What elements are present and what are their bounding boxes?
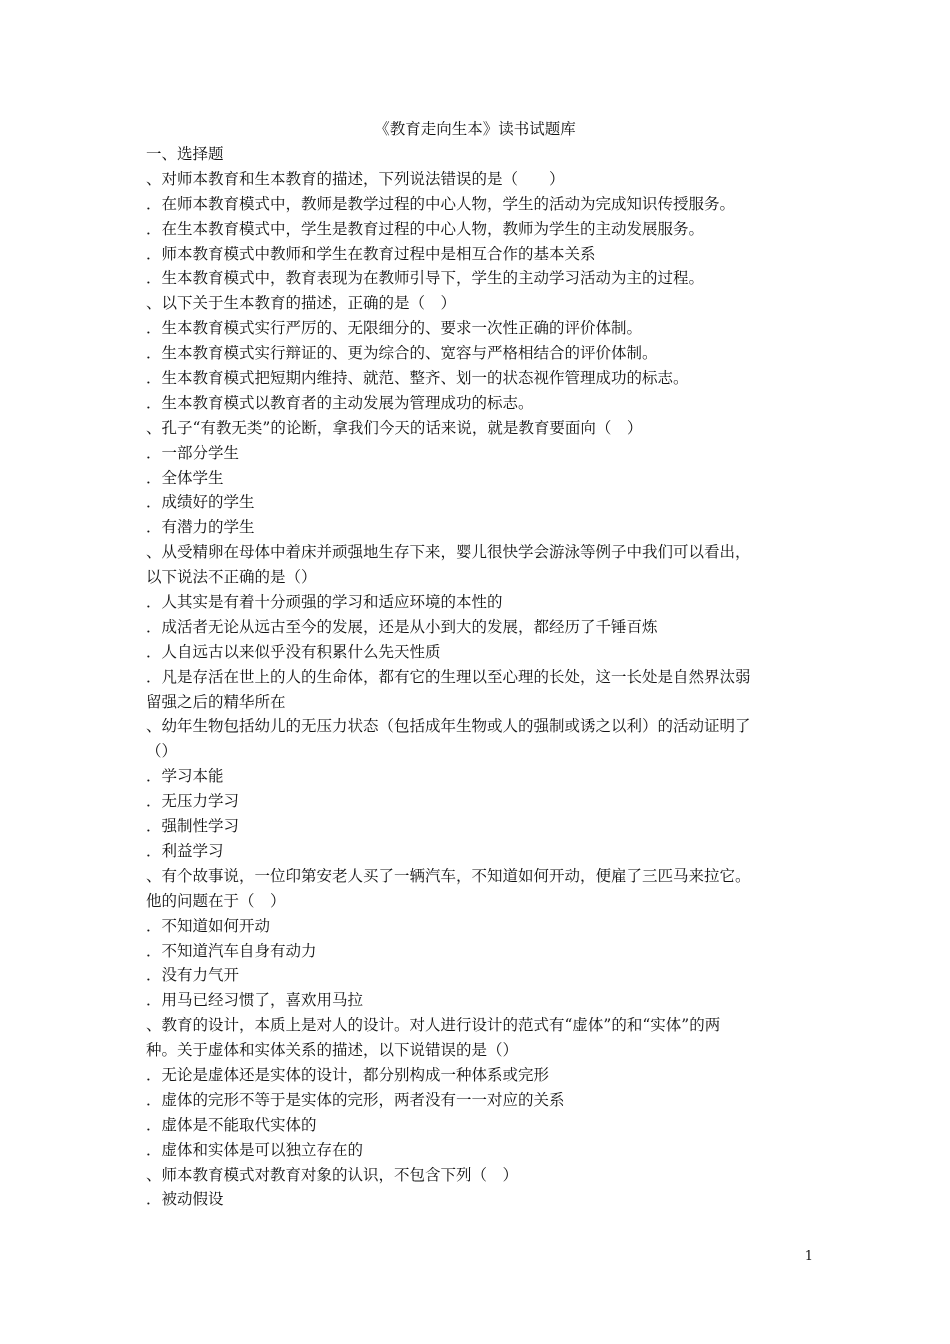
section-heading: 一、选择题 [146, 145, 224, 163]
option-line: ．生本教育模式把短期内维持、就范、整齐、划一的状态视作管理成功的标志。 [146, 369, 689, 388]
question-line: 、对师本教育和生本教育的描述，下列说法错误的是（ ） [146, 169, 565, 188]
continuation-line: 种。关于虚体和实体关系的描述，以下说错误的是（） [146, 1041, 519, 1060]
option-line: ．在生本教育模式中，学生是教育过程的中心人物，教师为学生的主动发展服务。 [146, 219, 705, 238]
option-line: ．凡是存活在世上的人的生命体，都有它的生理以至心理的长处，这一长处是自然界汰弱 [146, 667, 751, 686]
document-body [146, 142, 814, 1212]
option-line: ．生本教育模式实行严厉的、无限细分的、要求一次性正确的评价体制。 [146, 319, 643, 338]
option-line: ．人自远古以来似乎没有积累什么先天性质 [146, 642, 441, 661]
option-line: ．成绩好的学生 [146, 493, 255, 512]
option-line: ．利益学习 [146, 841, 224, 860]
option-line: ．无压力学习 [146, 792, 240, 811]
question-line: 、从受精卵在母体中着床并顽强地生存下来，婴儿很快学会游泳等例子中我们可以看出， [146, 543, 751, 562]
question-line: 、幼年生物包括幼儿的无压力状态（包括成年生物或人的强制或诱之以利）的活动证明了 [146, 717, 751, 736]
option-line: ．全体学生 [146, 468, 224, 487]
option-line: ．有潜力的学生 [146, 518, 255, 537]
option-line: ．师本教育模式中教师和学生在教育过程中是相互合作的基本关系 [146, 244, 596, 263]
question-line: 、孔子“有教无类”的论断，拿我们今天的话来说，就是教育要面向（ ） [146, 418, 643, 437]
option-line: ．强制性学习 [146, 817, 240, 836]
option-line: ．人其实是有着十分顽强的学习和适应环境的本性的 [146, 593, 503, 612]
continuation-line: 以下说法不正确的是（） [146, 568, 317, 587]
option-line: ．生本教育模式实行辩证的、更为综合的、宽容与严格相结合的评价体制。 [146, 344, 658, 363]
option-line: ．学习本能 [146, 767, 224, 786]
option-line: ．用马已经习惯了，喜欢用马拉 [146, 991, 364, 1010]
option-line: ．生本教育模式中，教育表现为在教师引导下，学生的主动学习活动为主的过程。 [146, 269, 705, 288]
option-line: ．虚体和实体是可以独立存在的 [146, 1140, 364, 1159]
option-line: ．不知道汽车自身有动力 [146, 941, 317, 960]
question-line: 、以下关于生本教育的描述，正确的是（ ） [146, 294, 457, 313]
page-number: 1 [804, 1249, 813, 1264]
option-line: ．不知道如何开动 [146, 916, 271, 935]
continuation-line: 留强之后的精华所在 [146, 692, 286, 711]
option-line: ．成活者无论从远古至今的发展，还是从小到大的发展，都经历了千锤百炼 [146, 617, 658, 636]
continuation-line: （） [146, 742, 178, 761]
option-line: ．虚体是不能取代实体的 [146, 1115, 317, 1134]
document-title: 《教育走向生本》读书试题库 [374, 120, 576, 138]
option-line: ．在师本教育模式中，教师是教学过程的中心人物，学生的活动为完成知识传授服务。 [146, 194, 736, 213]
option-line: ．无论是虚体还是实体的设计，都分别构成一种体系或完形 [146, 1065, 550, 1084]
question-line: 、有个故事说，一位印第安老人买了一辆汽车，不知道如何开动，便雇了三匹马来拉它。 [146, 866, 751, 885]
option-line: ．虚体的完形不等于是实体的完形，两者没有一一对应的关系 [146, 1090, 565, 1109]
option-line: ．一部分学生 [146, 443, 240, 462]
option-line: ．没有力气开 [146, 966, 240, 985]
option-line: ．被动假设 [146, 1190, 224, 1209]
continuation-line: 他的问题在于（ ） [146, 891, 286, 910]
question-line: 、师本教育模式对教育对象的认识，不包含下列（ ） [146, 1165, 519, 1184]
question-line: 、教育的设计，本质上是对人的设计。对人进行设计的范式有“虚体”的和“实体”的两 [146, 1016, 721, 1035]
option-line: ．生本教育模式以教育者的主动发展为管理成功的标志。 [146, 393, 534, 412]
